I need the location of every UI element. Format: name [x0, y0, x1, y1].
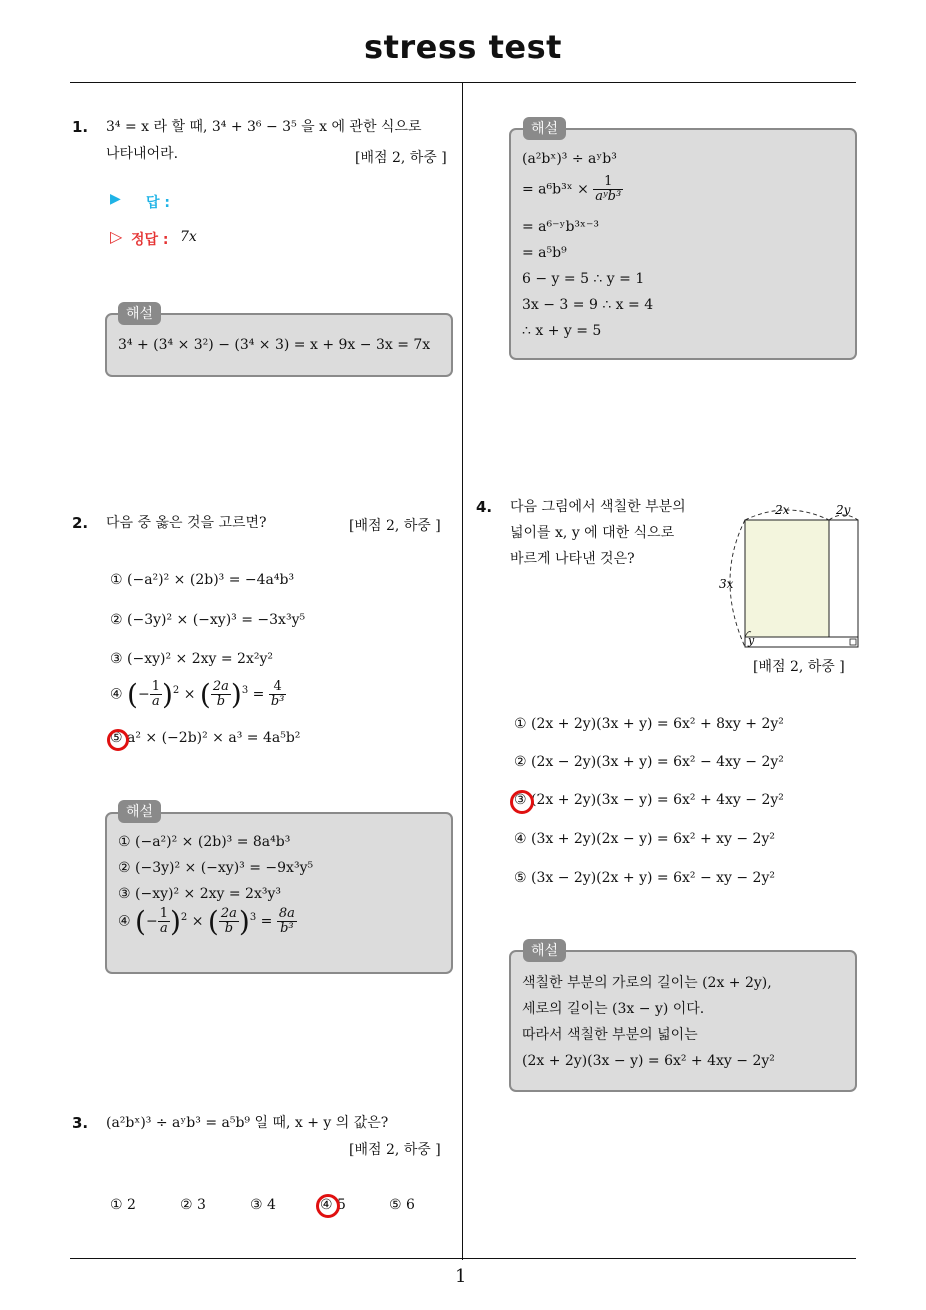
q2-explanation-line-3: ③ (−xy)² × 2xy = 2x³y³ [118, 886, 281, 902]
q2-points: [배점 2, 하중 ] [349, 518, 441, 534]
q3-explanation-tag: 해설 [523, 117, 566, 140]
q2-explanation-tag: 해설 [118, 800, 161, 823]
q3-explanation-line-4: = a⁵b⁹ [522, 245, 567, 261]
q2-selection-circle [107, 729, 129, 751]
q2-option-5[interactable]: ⑤ a² × (−2b)² × a³ = 4a⁵b² [110, 730, 301, 746]
q4-explanation-line-2: 세로의 길이는 (3x − y) 이다. [522, 1001, 705, 1017]
q3-text-line1: (a²bˣ)³ ÷ aʸb³ = a⁵b⁹ 일 때, x + y 의 값은? [106, 1115, 389, 1131]
q2-option-2[interactable]: ② (−3y)² × (−xy)³ = −3x³y⁵ [110, 612, 306, 628]
q1-answer-label: 답 : [146, 195, 170, 211]
q4-label-y: y [748, 634, 755, 647]
q4-explanation-line-4: (2x + 2y)(3x − y) = 6x² + 4xy − 2y² [522, 1053, 775, 1069]
page-title: stress test [364, 28, 562, 66]
q1-correct-label: 정답 : [131, 232, 169, 248]
q4-label-2y: 2y [836, 503, 851, 517]
q4-explanation-line-3: 따라서 색칠한 부분의 넓이는 [522, 1027, 698, 1043]
q4-number: 4. [476, 498, 493, 516]
q2-explanation-line-4: ④ (− $\frac{1}{a}$ )$^2$ × ( $\frac{2a}{b}$ )$^3$ = $\frac{8a}{\text{b³}}$ [118, 905, 295, 938]
q4-explanation-line-1: 색칠한 부분의 가로의 길이는 (2x + 2y), [522, 975, 772, 991]
q2-option-1[interactable]: ① (−a²)² × (2b)³ = −4a⁴b³ [110, 572, 295, 588]
q4-shaded-region [745, 520, 829, 637]
q3-explanation-line-3: = a⁶⁻ʸb³ˣ⁻³ [522, 219, 599, 235]
q4-text-line3: 바르게 나타낸 것은? [510, 551, 635, 567]
q4-label-2x: 2x [775, 503, 790, 517]
q3-explanation-line-2: = a⁶b³ˣ × $\frac{1}{\text{aʸb³}}$ [522, 174, 622, 204]
q4-right-angle-mark [850, 639, 856, 645]
q4-selection-circle [510, 790, 534, 814]
q3-explanation-line-5: 6 − y = 5 ∴ y = 1 [522, 271, 645, 287]
q1-explanation-tag: 해설 [118, 302, 161, 325]
q2-option-3[interactable]: ③ (−xy)² × 2xy = 2x²y² [110, 651, 273, 667]
q2-option-4[interactable]: ④ (− $\frac{1}{a}$ )$^2$ × ( $\frac{2a}{b}$ )$^3$ = $\frac{4}{\text{b³}}$ [110, 678, 285, 711]
q2-explanation-line-1: ① (−a²)² × (2b)³ = 8a⁴b³ [118, 834, 291, 850]
q2-option-4-marker: ④ [110, 686, 123, 703]
q1-correct-value: 7x [180, 229, 197, 245]
q4-option-2[interactable]: ② (2x − 2y)(3x + y) = 6x² − 4xy − 2y² [514, 754, 784, 770]
q4-figure [715, 500, 865, 650]
q1-number: 1. [72, 118, 89, 136]
q1-text-line1: 3⁴ = x 라 할 때, 3⁴ + 3⁶ − 3⁵ 을 x 에 관한 식으로 [106, 119, 422, 135]
q3-option-5[interactable]: ⑤ 6 [389, 1197, 415, 1213]
q4-text-line2: 넓이를 x, y 에 대한 식으로 [510, 525, 675, 541]
q3-points: [배점 2, 하중 ] [349, 1142, 441, 1158]
q3-option-4[interactable]: ④ 5 [320, 1197, 346, 1213]
q1-answer-input[interactable] [180, 188, 420, 210]
q2-explanation-line-2: ② (−3y)² × (−xy)³ = −9x³y⁵ [118, 860, 314, 876]
q4-option-4[interactable]: ④ (3x + 2y)(2x − y) = 6x² + xy − 2y² [514, 831, 775, 847]
q4-explanation-tag: 해설 [523, 939, 566, 962]
q4-option-5[interactable]: ⑤ (3x − 2y)(2x + y) = 6x² − xy − 2y² [514, 870, 775, 886]
q2-text-line1: 다음 중 옳은 것을 고르면? [106, 515, 267, 531]
column-divider [462, 82, 463, 1260]
top-rule [70, 82, 856, 83]
q3-number: 3. [72, 1114, 89, 1132]
q3-option-3[interactable]: ③ 4 [250, 1197, 276, 1213]
bottom-rule [70, 1258, 856, 1259]
q3-option-2[interactable]: ② 3 [180, 1197, 206, 1213]
q3-explanation-line-6: 3x − 3 = 9 ∴ x = 4 [522, 297, 654, 313]
q1-correct-marker: ▷ [110, 227, 123, 246]
q1-text-line2: 나타내어라. [106, 146, 179, 162]
q4-option-3[interactable]: ③ (2x + 2y)(3x − y) = 6x² + 4xy − 2y² [514, 792, 784, 808]
q4-option-1[interactable]: ① (2x + 2y)(3x + y) = 6x² + 8xy + 2y² [514, 716, 784, 732]
q1-answer-marker: ▶ [110, 191, 121, 207]
q3-explanation-line-1: (a²bˣ)³ ÷ aʸb³ [522, 151, 617, 167]
q1-explanation-line: 3⁴ + (3⁴ × 3²) − (3⁴ × 3) = x + 9x − 3x = 7x [118, 337, 431, 353]
q3-option-1[interactable]: ① 2 [110, 1197, 136, 1213]
q3-explanation-line-7: ∴ x + y = 5 [522, 323, 602, 339]
q4-text-line1: 다음 그림에서 색칠한 부분의 [510, 499, 686, 515]
q2-number: 2. [72, 514, 89, 532]
page-number: 1 [455, 1266, 467, 1287]
q3-selection-circle [316, 1194, 340, 1218]
q4-label-3x: 3x [719, 577, 734, 591]
q1-points: [배점 2, 하중 ] [355, 150, 447, 166]
q4-points: [배점 2, 하중 ] [753, 659, 845, 675]
